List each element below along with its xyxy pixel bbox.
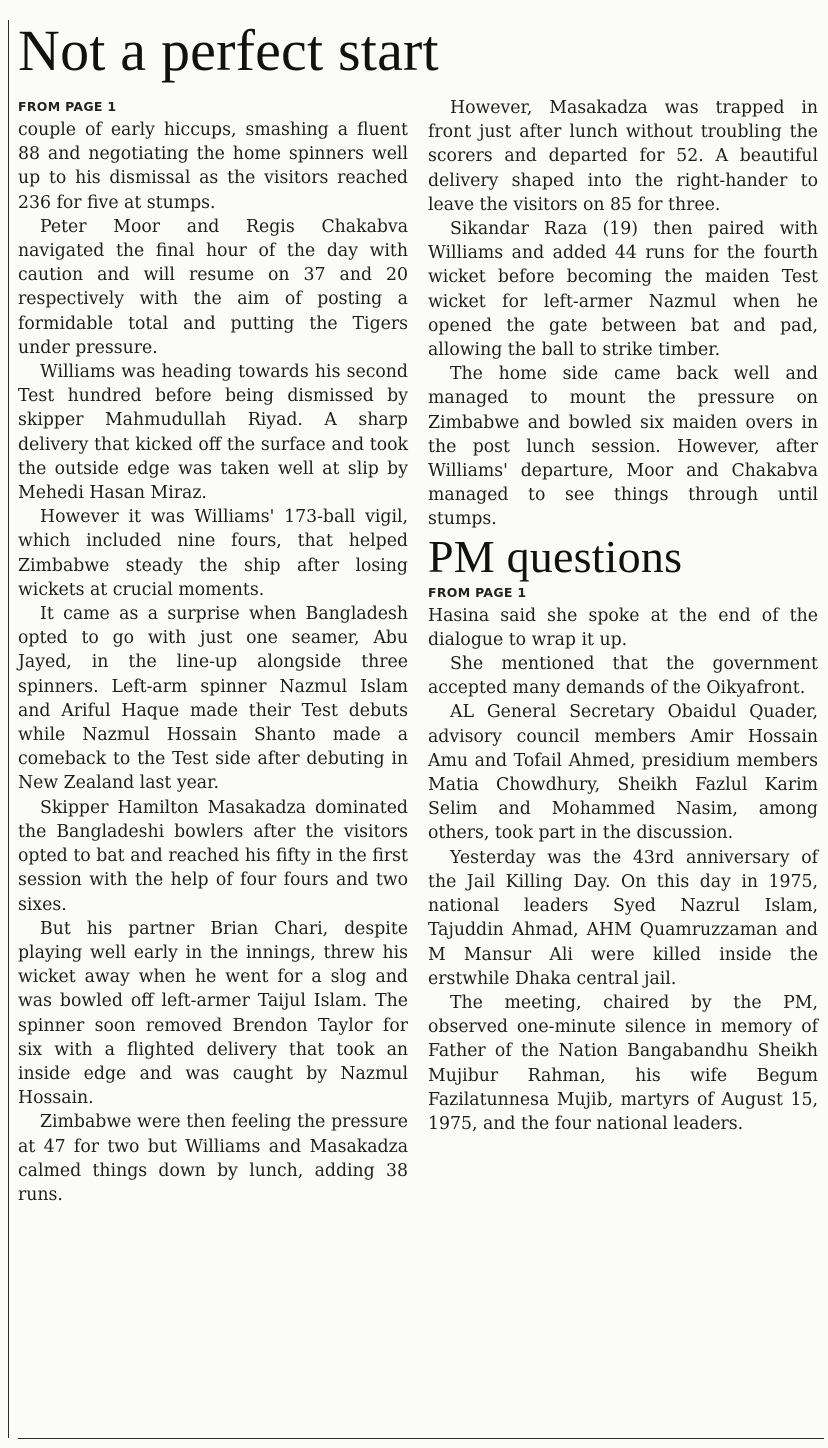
- second-article-paragraph: AL General Secretary Obaidul Quader, advisory council members Amir Hossain Amu and Tofail Ahmed, presidium members Matia Chowdhury, Sheikh Fazlul Karim Selim and Mohammed Nasim, among others, took part in the discussion.: [428, 702, 818, 844]
- article-paragraph: Skipper Hamilton Masakadza dominated the Bangladeshi bowlers after the visitors opted to bat and reached his fifty in the first session with the help of four fours and two sixes.: [18, 797, 408, 915]
- article-paragraph: However it was Williams' 173-ball vigil, which included nine fours, that helped Zimbabwe steady the ship after losing wickets at crucial moments.: [18, 507, 408, 600]
- article-paragraph: It came as a surprise when Bangladesh opted to go with just one seamer, Abu Jayed, in the line-up alongside three spinners. Left-arm spinner Nazmul Islam and Ariful Haque made their Test debuts while Nazmul Hossain Shanto made a comeback to the Test side after debuting in New Zealand last year.: [18, 604, 408, 794]
- article-paragraph: couple of early hiccups, smashing a fluent 88 and negotiating the home spinners well up to his dismissal as the visitors reached 236 for five at stumps.: [18, 120, 408, 213]
- article-headline: Not a perfect start: [18, 18, 439, 83]
- second-article-kicker: FROM PAGE 1: [428, 584, 527, 600]
- second-article-paragraph: The meeting, chaired by the PM, observed one-minute silence in memory of Father of the Nation Bangabandhu Sheikh Mujibur Rahman, his wife Begum Fazilatunnesa Mujib, martyrs of August 15, 1975, and the four national leaders.: [428, 992, 818, 1134]
- second-article-paragraph: Yesterday was the 43rd anniversary of the Jail Killing Day. On this day in 1975, national leaders Syed Nazrul Islam, Tajuddin Ahmad, AHM Quamruzzaman and M Mansur Ali were killed inside the erstwhile Dhaka central jail.: [428, 847, 818, 989]
- article-paragraph: Peter Moor and Regis Chakabva navigated the final hour of the day with caution and will resume on 37 and 20 respectively with the aim of posting a formidable total and putting the Tigers under pressure.: [18, 216, 408, 358]
- second-article-paragraph: Hasina said she spoke at the end of the dialogue to wrap it up.: [428, 605, 818, 650]
- second-article-paragraph: She mentioned that the government accepted many demands of the Oikyafront.: [428, 654, 818, 699]
- article-kicker: FROM PAGE 1: [18, 99, 117, 114]
- article-paragraph: However, Masakadza was trapped in front just after lunch without troubling the scorers and departed for 52. A beautiful delivery shaped into the right-hander to leave the visitors on 85 for three.: [428, 98, 818, 215]
- column-rule-left: [8, 20, 9, 1438]
- article-paragraph: Sikandar Raza (19) then paired with Williams and added 44 runs for the fourth wicket before becoming the maiden Test wicket for left-armer Nazmul when he opened the gate between bat and pad, allowing the ball to strike timber.: [428, 219, 818, 361]
- article-paragraph: But his partner Brian Chari, despite playing well early in the innings, threw his wicket away when he went for a slog and was bowled off left-armer Taijul Islam. The spinner soon removed Brendon Taylor for six with a flighted delivery that took an inside edge and was caught by Nazmul Hossain.: [18, 918, 408, 1109]
- article-paragraph: The home side came back well and managed to mount the pressure on Zimbabwe and bowled six maiden overs in the post lunch session. However, after Williams' departure, Moor and Chakabva managed to see things through until stumps.: [428, 364, 818, 530]
- article-body-right: [428, 96, 818, 1136]
- article-paragraph: Williams was heading towards his second Test hundred before being dismissed by skipper Mahmudullah Riyad. A sharp delivery that kicked off the surface and took the outside edge was taken well at slip by Mehedi Hasan Miraz.: [18, 362, 408, 504]
- second-article-headline: PM questions: [428, 530, 683, 582]
- article-body-left: [18, 96, 408, 1207]
- bottom-rule: [18, 1438, 824, 1439]
- article-paragraph: Zimbabwe were then feeling the pressure at 47 for two but Williams and Masakadza calmed things down by lunch, adding 38 runs.: [18, 1112, 408, 1205]
